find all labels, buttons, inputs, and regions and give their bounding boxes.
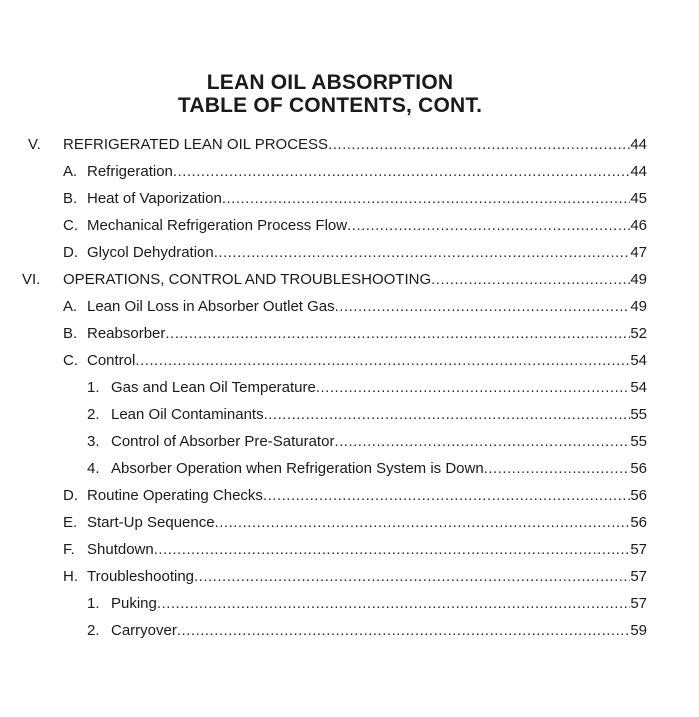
toc-entry-section-v	[0, 132, 699, 159]
toc-entry-number: 2.	[87, 406, 100, 423]
toc-entry-number: 1.	[87, 595, 100, 612]
toc-entry-number: V.	[28, 136, 41, 153]
toc-entry-page: 56	[630, 487, 647, 504]
toc-entry-number: 4.	[87, 460, 100, 477]
dot-leader	[328, 136, 630, 153]
toc-entry-page: 56	[630, 460, 647, 477]
toc-entry	[0, 429, 699, 456]
dot-leader	[347, 217, 630, 234]
toc-entry-title: Absorber Operation when Refrigeration System is Down	[111, 460, 484, 477]
toc-entry-title: Routine Operating Checks	[87, 487, 263, 504]
toc-entry-number: H.	[63, 568, 78, 585]
toc-entry	[0, 294, 699, 321]
toc-entry-page: 59	[630, 622, 647, 639]
dot-leader	[484, 460, 631, 477]
toc-entry-number: F.	[63, 541, 75, 558]
toc-entry-number: D.	[63, 487, 78, 504]
toc-entry-title: REFRIGERATED LEAN OIL PROCESS	[63, 136, 329, 153]
toc-entry-page: 45	[630, 190, 647, 207]
toc-entry	[0, 213, 699, 240]
toc-entry	[0, 321, 699, 348]
toc-entry-page: 54	[630, 379, 647, 396]
toc-entry-number: C.	[63, 217, 78, 234]
toc-entry-title: Gas and Lean Oil Temperature	[111, 379, 316, 396]
toc-entry-title: Start-Up Sequence	[87, 514, 215, 531]
dot-leader	[177, 622, 630, 639]
toc-entry	[0, 186, 699, 213]
toc-entry-number: D.	[63, 244, 78, 261]
toc-entry-title: Lean Oil Loss in Absorber Outlet Gas	[87, 298, 335, 315]
toc-entry-section-vi	[0, 267, 699, 294]
toc-entry-number: A.	[63, 163, 78, 180]
toc-entry-number: B.	[63, 325, 78, 342]
toc-entry-number: B.	[63, 190, 78, 207]
toc-entry-title: Refrigeration	[87, 163, 173, 180]
toc-entry-title: Shutdown	[87, 541, 154, 558]
dot-leader	[263, 487, 630, 504]
toc-entry-title: Control of Absorber Pre-Saturator	[111, 433, 335, 450]
toc-entry	[0, 348, 699, 375]
dot-leader	[334, 433, 630, 450]
toc-entry-page: 52	[630, 325, 647, 342]
dot-leader	[165, 325, 630, 342]
toc-entry-title: Reabsorber	[87, 325, 166, 342]
dot-leader	[222, 190, 631, 207]
toc-entry-number: E.	[63, 514, 78, 531]
toc-entry	[0, 483, 699, 510]
toc-entry-number: C.	[63, 352, 78, 369]
toc-entry-page: 44	[630, 136, 647, 153]
toc-entry	[0, 456, 699, 483]
table-of-contents	[0, 132, 699, 645]
dot-leader	[135, 352, 630, 369]
toc-entry-page: 55	[630, 406, 647, 423]
toc-entry-page: 57	[630, 568, 647, 585]
toc-entry-title: Mechanical Refrigeration Process Flow	[87, 217, 348, 234]
toc-entry-number: 2.	[87, 622, 100, 639]
dot-leader	[214, 244, 631, 261]
toc-entry	[0, 564, 699, 591]
toc-entry-number: VI.	[22, 271, 41, 288]
toc-entry	[0, 591, 699, 618]
toc-entry-number: 1.	[87, 379, 100, 396]
toc-entry-number: A.	[63, 298, 78, 315]
dot-leader	[264, 406, 631, 423]
toc-entry-page: 49	[630, 298, 647, 315]
toc-entry-title: Puking	[111, 595, 157, 612]
dot-leader	[335, 298, 631, 315]
dot-leader	[194, 568, 630, 585]
toc-entry	[0, 537, 699, 564]
toc-entry-page: 44	[630, 163, 647, 180]
toc-entry-page: 47	[630, 244, 647, 261]
toc-entry-page: 46	[630, 217, 647, 234]
toc-entry-page: 55	[630, 433, 647, 450]
toc-entry-page: 49	[630, 271, 647, 288]
toc-entry-title: Control	[87, 352, 136, 369]
dot-leader	[154, 541, 631, 558]
toc-entry-title: Troubleshooting	[87, 568, 195, 585]
document-title-line-2: TABLE OF CONTENTS, CONT.	[177, 94, 483, 117]
dot-leader	[157, 595, 630, 612]
toc-entry-page: 57	[630, 595, 647, 612]
toc-entry-title: Heat of Vaporization	[87, 190, 222, 207]
toc-entry	[0, 159, 699, 186]
toc-entry-page: 57	[630, 541, 647, 558]
document-title-line-1: LEAN OIL ABSORPTION	[206, 71, 454, 94]
toc-entry-title: Carryover	[111, 622, 177, 639]
toc-entry	[0, 240, 699, 267]
dot-leader	[215, 514, 631, 531]
toc-entry	[0, 375, 699, 402]
toc-entry-title: OPERATIONS, CONTROL AND TROUBLESHOOTING	[63, 271, 432, 288]
dot-leader	[173, 163, 630, 180]
toc-entry	[0, 510, 699, 537]
dot-leader	[316, 379, 630, 396]
toc-entry-number: 3.	[87, 433, 100, 450]
toc-entry	[0, 618, 699, 645]
toc-entry-page: 54	[630, 352, 647, 369]
toc-entry-title: Glycol Dehydration	[87, 244, 214, 261]
dot-leader	[431, 271, 630, 288]
toc-entry	[0, 402, 699, 429]
toc-entry-title: Lean Oil Contaminants	[111, 406, 264, 423]
toc-entry-page: 56	[630, 514, 647, 531]
